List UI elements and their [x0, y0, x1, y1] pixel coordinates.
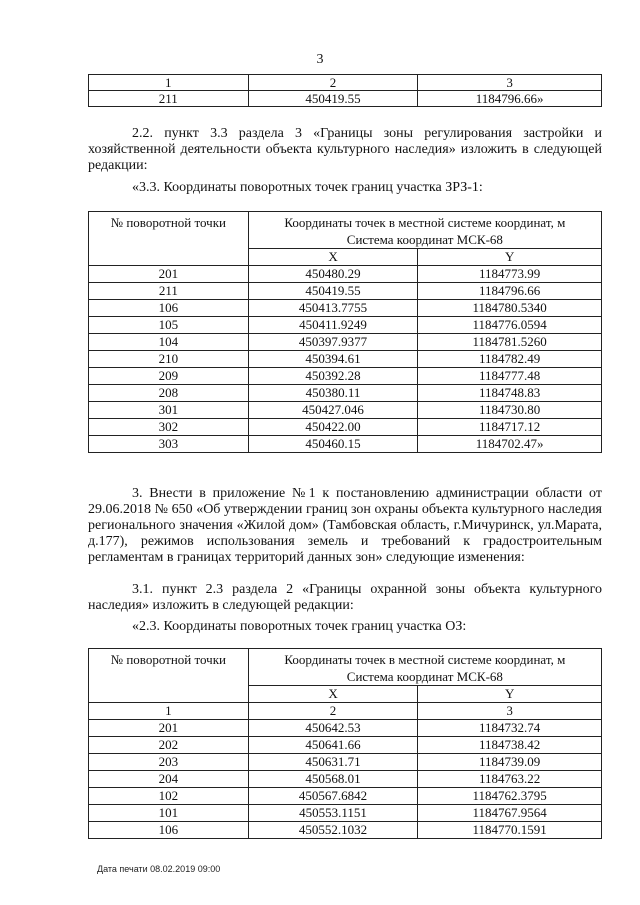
- table-row: [89, 737, 602, 754]
- coordinates-header-line2: Система координат МСК-68: [346, 669, 503, 684]
- table-cell: 204: [89, 771, 249, 788]
- table-cell: 209: [89, 368, 249, 385]
- heading-2-3: «2.3. Координаты поворотных точек границ участка ОЗ:: [132, 619, 467, 634]
- table-cell: 211: [89, 91, 249, 107]
- table-cell: 203: [89, 754, 249, 771]
- table-row: [89, 317, 602, 334]
- column-number: 3: [418, 75, 602, 91]
- table-cell: 450419.55: [248, 283, 418, 300]
- table-row: [89, 402, 602, 419]
- table-cell: 450394.61: [248, 351, 418, 368]
- paragraph-3-1: 3.1. пункт 2.3 раздела 2 «Границы охранной зоны объекта культурного наследия» изложить в следующей редакции:: [88, 582, 602, 613]
- table-cell: 450568.01: [248, 771, 418, 788]
- table-cell: 1184770.1591: [418, 822, 602, 839]
- table-cell: 1184739.09: [418, 754, 602, 771]
- table-cell: 104: [89, 334, 249, 351]
- table-cell: 1184762.3795: [418, 788, 602, 805]
- table-row: [89, 334, 602, 351]
- table-cell: 450642.53: [248, 720, 418, 737]
- continuation-table: [88, 74, 602, 107]
- y-header: Y: [418, 686, 602, 703]
- table-cell: 1184738.42: [418, 737, 602, 754]
- point-number-header: № поворотной точки: [89, 212, 249, 266]
- table-row: [89, 436, 602, 453]
- table-row: [89, 419, 602, 436]
- table-cell: 450641.66: [248, 737, 418, 754]
- table-cell: 211: [89, 283, 249, 300]
- coordinates-header: [248, 649, 601, 686]
- table-row: [89, 385, 602, 402]
- table-cell: 450631.71: [248, 754, 418, 771]
- table-cell: 450419.55: [248, 91, 418, 107]
- table-row: [89, 300, 602, 317]
- column-number: 2: [248, 75, 418, 91]
- table-row: [89, 266, 602, 283]
- paragraph-2-2: 2.2. пункт 3.3 раздела 3 «Границы зоны регулирования застройки и хозяйственной деятельности объекта культурного наследия» изложить в следующей редакции:: [88, 126, 602, 173]
- table-cell: 1184732.74: [418, 720, 602, 737]
- table-row: [89, 754, 602, 771]
- table-cell: 450427.046: [248, 402, 418, 419]
- table-row: [89, 788, 602, 805]
- coordinates-header-line1: Координаты точек в местной системе координат, м: [284, 215, 566, 230]
- table-cell: 1184763.22: [418, 771, 602, 788]
- table-row: [89, 771, 602, 788]
- table-cell: 208: [89, 385, 249, 402]
- table-row: [89, 91, 602, 107]
- table-cell: 106: [89, 822, 249, 839]
- table-header-row: [89, 212, 602, 249]
- table-cell: 1184767.9564: [418, 805, 602, 822]
- table-header-row: [89, 649, 602, 686]
- table-row: [89, 283, 602, 300]
- table-cell: 450480.29: [248, 266, 418, 283]
- table-row: [89, 351, 602, 368]
- table-cell: 105: [89, 317, 249, 334]
- table-cell: 450392.28: [248, 368, 418, 385]
- table-cell: 1184717.12: [418, 419, 602, 436]
- paragraph-3: 3. Внести в приложение №1 к постановлению администрации области от 29.06.2018 № 650 «Об утверждении границ зон охраны объекта культурного наследия регионального значения «Жилой дом» (Тамбовская область, г.Мичуринск, ул.Марата, д.177), режимов использования земель и требований к градостроительным регламентам в границах территорий данных зон» следующие изменения:: [88, 486, 602, 565]
- table-cell: 302: [89, 419, 249, 436]
- table-cell: 102: [89, 788, 249, 805]
- table-cell: 1184781.5260: [418, 334, 602, 351]
- table-cell: 450413.7755: [248, 300, 418, 317]
- table-numbering-row: [89, 703, 602, 720]
- table-cell: 450411.9249: [248, 317, 418, 334]
- coordinates-table-zrz: [88, 211, 602, 453]
- table-cell: 210: [89, 351, 249, 368]
- table-cell: 1184748.83: [418, 385, 602, 402]
- table-cell: 450552.1032: [248, 822, 418, 839]
- table-cell: 1184796.66: [418, 283, 602, 300]
- table-cell: 1184773.99: [418, 266, 602, 283]
- table-row: [89, 720, 602, 737]
- page-number: 3: [316, 52, 324, 67]
- y-header: Y: [418, 249, 602, 266]
- table-cell: 301: [89, 402, 249, 419]
- x-header: X: [248, 249, 418, 266]
- table-cell: 450397.9377: [248, 334, 418, 351]
- table-header-row: [89, 75, 602, 91]
- table-cell: 1184782.49: [418, 351, 602, 368]
- table-cell: 1184776.0594: [418, 317, 602, 334]
- table-cell: 101: [89, 805, 249, 822]
- coordinates-header-line1: Координаты точек в местной системе координат, м: [284, 652, 566, 667]
- table-row: [89, 822, 602, 839]
- coordinates-header-line2: Система координат МСК-68: [346, 232, 503, 247]
- table-cell: 450553.1151: [248, 805, 418, 822]
- table-cell: 1184730.80: [418, 402, 602, 419]
- table-row: [89, 368, 602, 385]
- table-cell: 450567.6842: [248, 788, 418, 805]
- table-cell: 450422.00: [248, 419, 418, 436]
- table-cell: 1184780.5340: [418, 300, 602, 317]
- coordinates-header: [248, 212, 601, 249]
- column-number: 1: [89, 75, 249, 91]
- table-cell: 450380.11: [248, 385, 418, 402]
- table-row: [89, 805, 602, 822]
- table-cell: 1184796.66»: [418, 91, 602, 107]
- print-date-footer: Дата печати 08.02.2019 09:00: [97, 864, 221, 874]
- table-cell: 202: [89, 737, 249, 754]
- table-cell: 450460.15: [248, 436, 418, 453]
- x-header: X: [248, 686, 418, 703]
- table-cell: 201: [89, 720, 249, 737]
- coordinates-table-oz: [88, 648, 602, 839]
- column-number: 2: [248, 703, 418, 720]
- table-cell: 303: [89, 436, 249, 453]
- point-number-header: № поворотной точки: [89, 649, 249, 703]
- table-cell: 201: [89, 266, 249, 283]
- table-cell: 106: [89, 300, 249, 317]
- column-number: 1: [89, 703, 249, 720]
- table-cell: 1184702.47»: [418, 436, 602, 453]
- heading-3-3: «3.3. Координаты поворотных точек границ участка ЗРЗ-1:: [132, 180, 483, 195]
- column-number: 3: [418, 703, 602, 720]
- table-cell: 1184777.48: [418, 368, 602, 385]
